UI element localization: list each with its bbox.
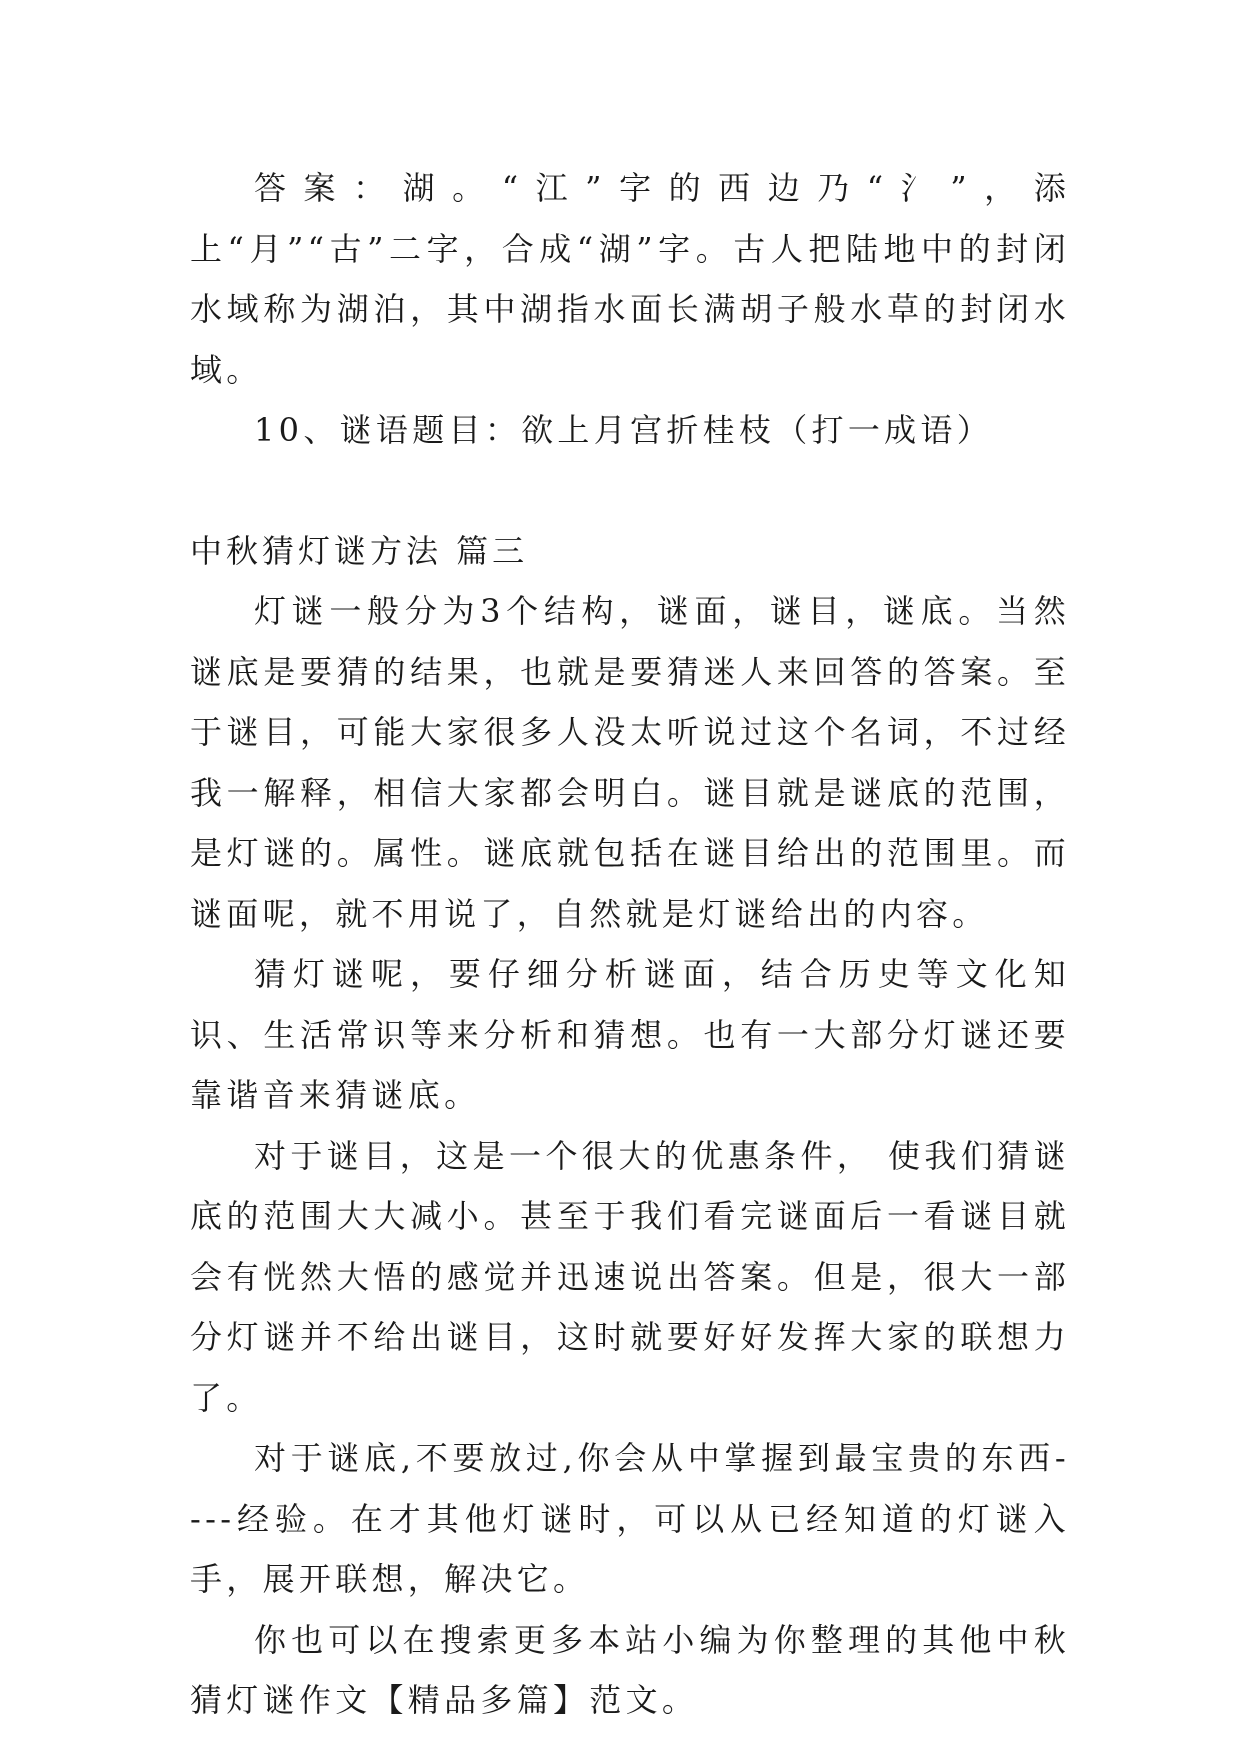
document-body [190,158,1070,1731]
body-paragraph-category: 对于谜目，这是一个很大的优惠条件， 使我们猜谜底的范围大大减小。甚至于我们看完谜面后一看谜目就会有恍然大悟的感觉并迅速说出答案。但是，很大一部分灯谜并不给出谜目，这时就要好好发挥大家的联想力了。 [190,1136,1070,1417]
answer-paragraph: 答案：湖。“江”字的西边乃“氵”，添上“月”“古”二字，合成“湖”字。古人把陆地中的封闭水域称为湖泊，其中湖指水面长满胡子般水草的封闭水域。 [190,169,1070,389]
body-paragraph-answer-tips: 对于谜底,不要放过,你会从中掌握到最宝贵的东西----经验。在才其他灯谜时，可以从已经知道的灯谜入手，展开联想，解决它。 [190,1439,1070,1598]
riddle-question-10: 10、谜语题目：欲上月宫折桂枝（打一成语） [254,411,994,449]
section-heading: 中秋猜灯谜方法 篇三 [190,531,529,570]
body-paragraph-analysis: 猜灯谜呢，要仔细分析谜面，结合历史等文化知识、生活常识等来分析和猜想。也有一大部分灯谜还要靠谐音来猜谜底。 [190,955,1070,1114]
body-paragraph-closing: 你也可以在搜索更多本站小编为你整理的其他中秋猜灯谜作文【精品多篇】范文。 [190,1620,1070,1719]
body-paragraph-structure: 灯谜一般分为3个结构，谜面，谜目，谜底。当然谜底是要猜的结果，也就是要猜迷人来回答的答案。至于谜目，可能大家很多人没太听说过这个名词，不过经我一解释，相信大家都会明白。谜目就是谜底的范围，是灯谜的。属性。谜底就包括在谜目给出的范围里。而谜面呢，就不用说了，自然就是灯谜给出的内容。 [190,592,1070,933]
